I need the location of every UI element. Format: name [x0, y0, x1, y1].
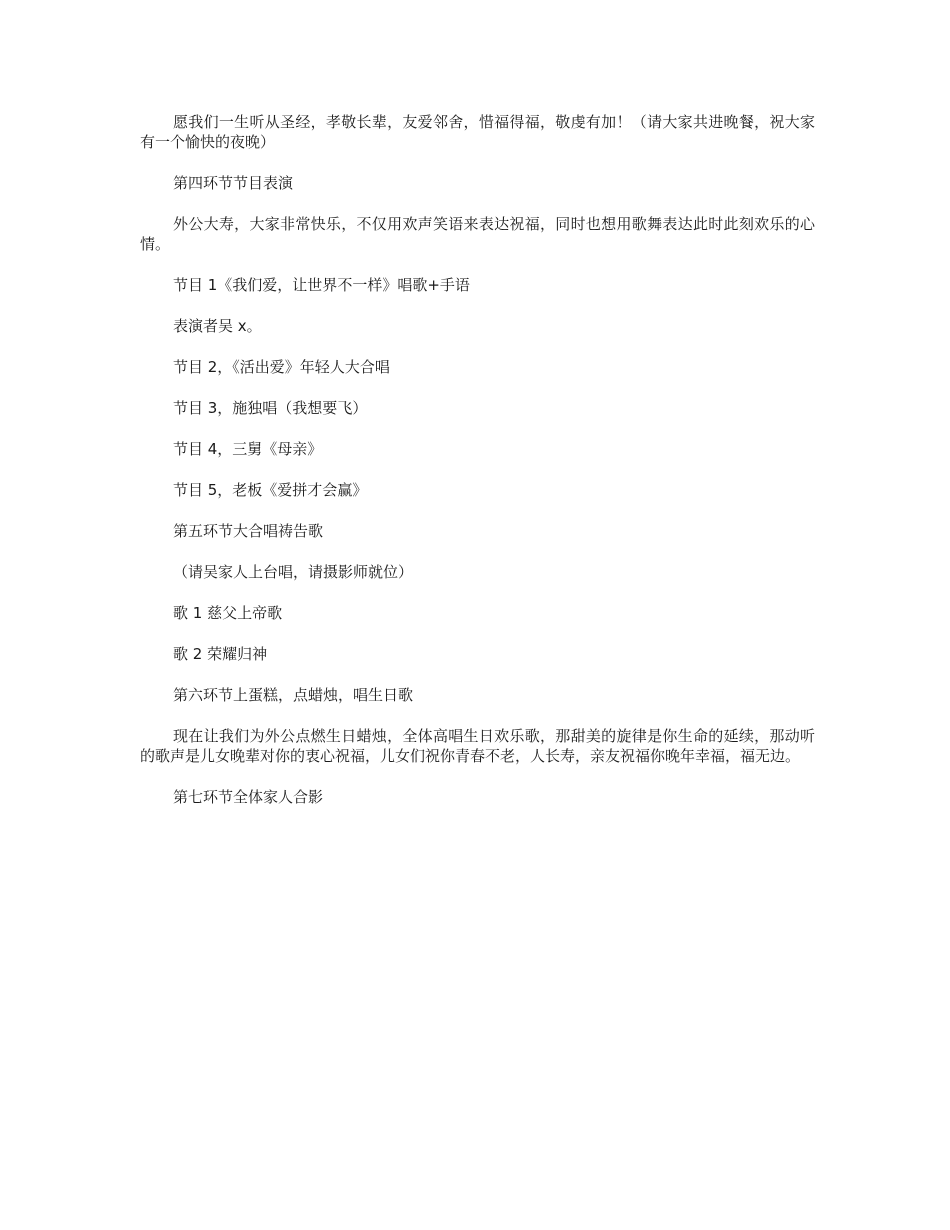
- paragraph-birthday: 现在让我们为外公点燃生日蜡烛，全体高唱生日欢乐歌，那甜美的旋律是你生命的延续，那动听的歌声是儿女晚辈对你的衷心祝福，儿女们祝你青春不老，人长寿，亲友祝福你晚年幸福，福无边。: [140, 727, 815, 765]
- section-heading-5: 第五环节大合唱祷告歌: [173, 522, 324, 540]
- program-item-4: 节目 4，三舅《母亲》: [173, 440, 323, 458]
- section-heading-4: 第四环节节目表演: [173, 174, 294, 192]
- document-page: [140, 112, 815, 828]
- section-heading-6: 第六环节上蛋糕，点蜡烛，唱生日歌: [173, 686, 414, 704]
- paragraph-intro: 外公大寿，大家非常快乐，不仅用欢声笑语来表达祝福，同时也想用歌舞表达此时此刻欢乐的心情。: [140, 215, 815, 253]
- program-item-5: 节目 5，老板《爱拼才会赢》: [173, 481, 368, 499]
- section-heading-7: 第七环节全体家人合影: [173, 788, 324, 806]
- song-item-2: 歌 2 荣耀归神: [173, 645, 268, 663]
- performer-line: 表演者吴 x。: [173, 317, 262, 335]
- program-item-2: 节目 2，《活出爱》年轻人大合唱: [173, 358, 390, 376]
- song-item-1: 歌 1 慈父上帝歌: [173, 604, 283, 622]
- stage-note: （请吴家人上台唱，请摄影师就位）: [173, 563, 414, 581]
- program-item-1: 节目 1《我们爱，让世界不一样》唱歌+手语: [173, 276, 470, 294]
- program-item-3: 节目 3，施独唱（我想要飞）: [173, 399, 368, 417]
- paragraph-blessing: 愿我们一生听从圣经，孝敬长辈，友爱邻舍，惜福得福，敬虔有加！（请大家共进晚餐，祝大家有一个愉快的夜晚）: [140, 113, 815, 151]
